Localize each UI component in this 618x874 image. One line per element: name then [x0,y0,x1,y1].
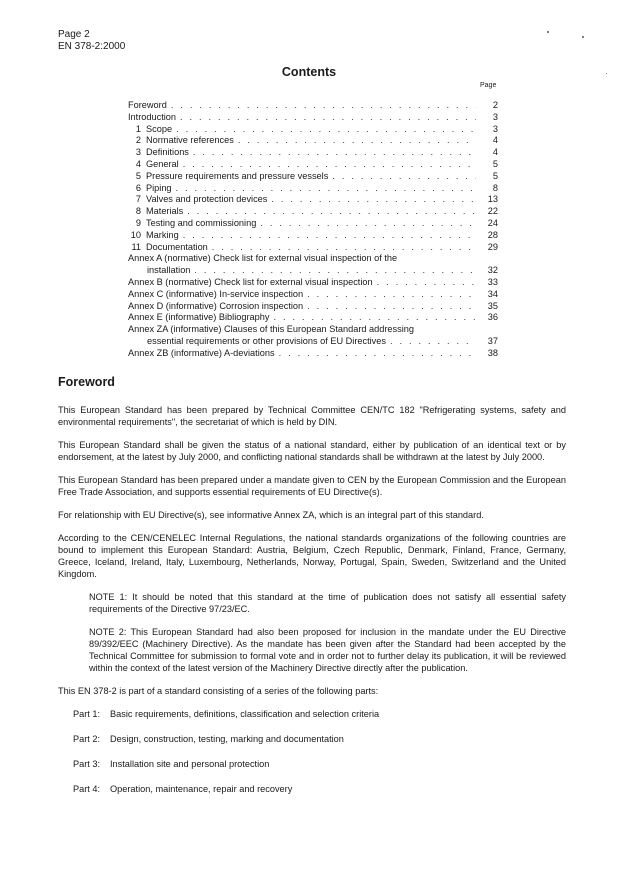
toc-entry-page: 34 [487,288,498,299]
toc-entry-page: 22 [487,206,498,217]
toc-entry-page: 5 [492,158,498,169]
toc-entry-title: Testing and commissioning [146,217,257,228]
toc-leader-dots [176,183,476,195]
toc-leader-dots [194,265,476,277]
toc-entry-title: Foreword [128,100,167,110]
part-title: Basic requirements, definitions, classification and selection criteria [110,709,380,719]
toc-entry [128,289,498,301]
toc-entry-page: 8 [492,182,498,193]
toc-entry-title: essential requirements or other provisions of EU Directives [147,335,386,346]
toc-entry-title: Valves and protection devices [146,194,268,205]
part-number: Part 3: [73,759,101,769]
toc-entry [128,206,498,218]
toc-entry-page: 29 [487,241,498,252]
toc-entry [128,218,498,230]
toc-entry-page: 28 [487,229,498,240]
toc-entry-number: 11 [131,241,141,252]
toc-entry [128,183,498,195]
toc-entry [128,112,498,124]
toc-entry-page: 37 [487,335,498,346]
toc-leader-dots [307,289,476,301]
toc-entry-page: 24 [487,217,498,228]
foreword-body [58,404,566,808]
toc-entry-number: 8 [135,206,141,217]
toc-entry [128,253,498,265]
toc-leader-dots [260,218,476,230]
toc-entry-number: 1 [135,123,141,134]
list-item [73,733,566,745]
parts-list [58,708,566,795]
scan-speck [547,31,549,33]
toc-entry-title: Annex D (informative) Corrosion inspection [128,300,304,311]
part-title: Operation, maintenance, repair and recovery [110,784,293,794]
toc-entry-number: 4 [135,158,141,169]
note-1: NOTE 1: It should be noted that this standard at the time of publication does not satisfy all essential safety requirements of the Directive 97/23/EC. [89,592,566,614]
toc-leader-dots [332,171,476,183]
toc-entry [128,147,498,159]
toc-entry-title: Annex B (normative) Check list for external visual inspection [128,276,373,287]
toc-entry-title: Piping [146,182,172,193]
foreword-paragraph: This European Standard has been prepared under a mandate given to CEN by the European Commission and the European Free Trade Association, and supports essential requirements of EU Directive(s). [58,475,566,497]
toc-entry-title: Annex C (informative) In-service inspection [128,288,304,299]
scan-speck [582,36,584,38]
foreword-paragraph: According to the CEN/CENELEC Internal Regulations, the national standards organizations of the following countries are bound to implement this European Standard: Austria, Belgium, Czech Republic, Denmark, Finland, France, Germany, Greece, Iceland, Ireland, Italy, Luxembourg, Netherlands, Norway, Portugal, Spain, Sweden, Switzerland and the United Kingdom. [58,533,566,579]
toc-entry [128,159,498,171]
toc-entry-title: Materials [146,206,184,217]
foreword-paragraph: For relationship with EU Directive(s), see informative Annex ZA, which is an integral part of this standard. [58,510,484,520]
note-2: NOTE 2: This European Standard had also been proposed for inclusion in the mandate under the EU Directive 89/392/EEC (Machinery Directive). As the mandate has been given after the Standard had been accepted by the Technical Committee for submission to formal vote and in order not to further delay its publication, it will be reviewed within the context of the latest version of the Machinery Directive directly after the publication. [89,627,566,673]
toc-entry-number: 5 [135,170,141,181]
toc-entry [128,230,498,242]
foreword-title: Foreword [58,375,115,389]
page-number: Page 2 [58,29,90,40]
toc-entry [128,194,498,206]
toc-leader-dots [171,100,476,112]
scan-speck [606,73,607,74]
part-number: Part 4: [73,784,101,794]
toc-entry [128,348,498,360]
list-item [73,783,566,795]
toc-leader-dots [187,206,476,218]
toc-entry-title: Normative references [146,135,234,146]
list-item [73,758,566,770]
toc-entry-page: 33 [487,276,498,287]
toc-entry-page: 4 [492,147,498,158]
toc-entry-title: Annex E (informative) Bibliography [128,312,270,323]
toc-leader-dots [176,124,476,136]
toc-entry [128,135,498,147]
part-number: Part 2: [73,734,101,744]
toc-entry-page: 2 [492,100,498,110]
page-header [58,29,125,53]
toc-entry-number: 3 [135,147,141,158]
toc-entry-title: Annex ZA (informative) Clauses of this European Standard addressing [128,324,414,335]
toc-entry-page: 5 [492,170,498,181]
toc-entry [128,171,498,183]
toc-entry [128,265,498,277]
toc-entry [128,124,498,136]
toc-leader-dots [273,312,476,324]
toc-leader-dots [183,230,476,242]
toc-leader-dots [307,301,476,313]
toc-leader-dots [377,277,476,289]
standard-id: EN 378-2:2000 [58,41,126,52]
toc-entry-title: Documentation [146,241,208,252]
toc-entry-title: Annex ZB (informative) A-deviations [128,347,275,358]
toc-entry-page: 32 [487,265,498,276]
part-number: Part 1: [73,709,101,719]
toc-entry-page: 38 [487,347,498,358]
toc-entry [128,242,498,254]
toc-entry [128,277,498,289]
contents-title: Contents [281,65,337,79]
toc-leader-dots [212,242,476,254]
list-item [73,708,566,720]
toc-entry-page: 13 [487,194,498,205]
page-column-label: Page [480,82,497,89]
toc-entry [128,100,498,112]
toc-entry-title: Definitions [146,147,189,158]
toc-entry-number: 7 [135,194,141,205]
toc-leader-dots [183,159,476,171]
toc-entry-title: installation [147,265,191,276]
toc-entry [128,312,498,324]
toc-entry-page: 36 [487,312,498,323]
table-of-contents [128,100,498,360]
toc-entry-number: 2 [135,135,141,146]
part-title: Design, construction, testing, marking and documentation [110,734,344,744]
toc-entry-number: 9 [135,217,141,228]
part-title: Installation site and personal protection [110,759,270,769]
toc-leader-dots [279,348,476,360]
toc-leader-dots [180,112,476,124]
toc-entry-title: Pressure requirements and pressure vessels [146,170,329,181]
toc-entry [128,301,498,313]
foreword-paragraph: This European Standard has been prepared by Technical Committee CEN/TC 182 "Refrigerating systems, safety and environmental requirements", the secretariat of which is held by DIN. [58,405,566,427]
toc-entry-page: 4 [492,135,498,146]
toc-entry-title: Scope [146,123,173,134]
foreword-paragraph: This European Standard shall be given the status of a national standard, either by publication of an identical text or by endorsement, at the latest by July 2000, and conflicting national standards shall be withdrawn at the latest by July 2000. [58,440,566,462]
toc-leader-dots [390,336,476,348]
toc-entry-title: Introduction [128,111,177,122]
toc-entry-number: 10 [130,229,141,240]
toc-entry-title: General [146,158,179,169]
toc-entry-page: 35 [487,300,498,311]
toc-entry [128,336,498,348]
toc-entry-title: Annex A (normative) Check list for external visual inspection of the [128,253,398,264]
toc-leader-dots [238,135,476,147]
toc-leader-dots [271,194,476,206]
toc-entry-page: 3 [492,123,498,134]
foreword-paragraph: This EN 378-2 is part of a standard consisting of a series of the following parts: [58,686,379,696]
toc-entry-title: Marking [146,229,179,240]
toc-entry-page: 3 [492,111,498,122]
toc-entry [128,324,498,336]
toc-entry-number: 6 [135,182,141,193]
toc-leader-dots [193,147,476,159]
